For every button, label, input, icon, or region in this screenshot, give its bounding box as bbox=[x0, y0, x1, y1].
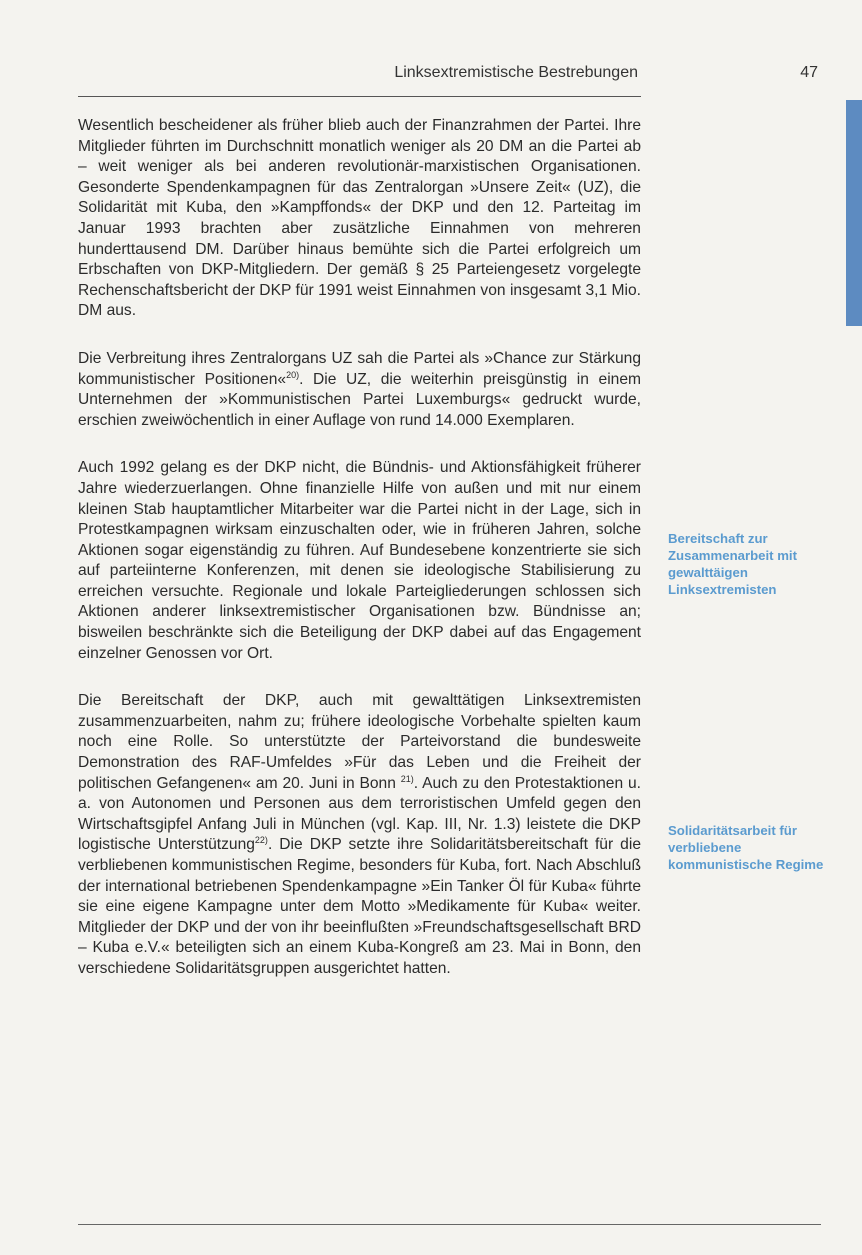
paragraph-alliances: Auch 1992 gelang es der DKP nicht, die Bündnis- und Aktionsfähigkeit früherer Jahre wiederzuerlangen. Ohne finanzielle Hilfe von außen und mit nur einem kleinen Stab hauptamtlicher Mitarbeiter war die Partei nicht in der Lage, sich in Protestkampagnen wirksam einzuschalten oder, wie in früheren Jahren, solche Aktionen sogar eigenständig zu führen. Auf Bundesebene konzentrierte sie sich auf parteiinterne Konferenzen, mit denen sie ideologische Stabilisierung zu erreichen versuchte. Regionale und lokale Parteigliederungen schlossen sich Aktionen anderer linksextremistischer Organisationen bzw. Bündnisse an; bisweilen beschränkte sich die Beteiligung der DKP dabei auf das Engagement einzelner Genossen vor Ort. bbox=[78, 459, 641, 662]
paragraph-uz bbox=[78, 349, 641, 431]
footnote-ref-20: 20) bbox=[286, 369, 300, 380]
page-number: 47 bbox=[800, 64, 818, 81]
header-rule bbox=[78, 96, 641, 97]
paragraph-uz-part-a: Die Verbreitung ihres Zentralorgans UZ sah die Partei als »Chance zur Stärkung kommunistischer Positionen« bbox=[78, 349, 641, 388]
paragraph-cooperation bbox=[78, 691, 641, 979]
header-title: Linksextremistische Bestrebungen bbox=[394, 64, 638, 81]
paragraph-cooperation-part-c: . Die DKP setzte ihre Solidaritätsbereitschaft für die verbliebenen kommunistischen Regime, besonders für Kuba, fort. Nach Abschluß der international betriebenen Spendenkampagne »Ein Tanker Öl für Kuba« führte sie eine eigene Kampagne unter dem Motto »Medikamente für Kuba« weiter. Mitglieder der DKP und der von ihr beeinflußten »Freundschaftsgesellschaft BRD – Kuba e.V.« beteiligten sich an einem Kuba-Kongreß am 23. Mai in Bonn, den verschiedene Solidaritätsgruppen ausgerichtet hatten. bbox=[78, 836, 641, 977]
paragraph-cooperation-part-b: . Auch zu den Protestaktionen u. a. von Autonomen und Personen aus dem terroristischen Umfeld gegen den Wirtschaftsgipfel Anfang Juli in München (vgl. Kap. III, Nr. 1.3) leistete die DKP logistische Unterstützung bbox=[78, 774, 641, 854]
body-text bbox=[78, 116, 641, 1007]
footer-rule bbox=[78, 1224, 821, 1225]
footnote-ref-22: 22) bbox=[254, 835, 268, 846]
running-header bbox=[78, 64, 818, 90]
margin-note-cooperation: Bereitschaft zur Zusammenarbeit mit gewalttäigen Linksextremisten bbox=[668, 531, 797, 597]
paragraph-finances: Wesentlich bescheidener als früher blieb auch der Finanzrahmen der Partei. Ihre Mitglieder führten im Durchschnitt monatlich weniger als 20 DM an die Partei ab – weit weniger als bei anderen revolutionär-marxistischen Organisationen. Gesonderte Spendenkampagnen für das Zentralorgan »Unsere Zeit« (UZ), die Solidarität mit Kuba, den »Kampffonds« der DKP und den 12. Parteitag im Januar 1993 brachten aber zusätzliche Einnahmen von mehreren hunderttausend DM. Darüber hinaus bemühte sich die Partei erfolgreich um Erbschaften von DKP-Mitgliedern. Der gemäß § 25 Parteiengesetz vorgelegte Rechenschaftsbericht der DKP für 1991 weist Einnahmen von insgesamt 3,1 Mio. DM aus. bbox=[78, 117, 641, 320]
paragraph-uz-part-b: . Die UZ, die weiterhin preisgünstig in einem Unternehmen der »Kommunistischen Partei Luxemburgs« gedruckt wurde, erschien zweiwöchentlich in einer Auflage von rund 14.000 Exemplaren. bbox=[78, 370, 641, 429]
margin-note-solidarity: Solidaritätsarbeit für verbliebene kommunistische Regime bbox=[668, 823, 824, 872]
chapter-thumb-tab bbox=[846, 100, 862, 326]
paragraph-cooperation-part-a: Die Bereitschaft der DKP, auch mit gewalttätigen Linksextremisten zusammenzuarbeiten, nahm zu; frühere ideologische Vorbehalte spielten kaum noch eine Rolle. So unterstützte der Parteivorstand die bundesweite Demonstration des RAF-Umfeldes »Für das Leben und die Freiheit der politischen Gefangenen« am 20. Juni in Bonn bbox=[78, 692, 641, 792]
footnote-ref-21: 21) bbox=[400, 773, 414, 784]
